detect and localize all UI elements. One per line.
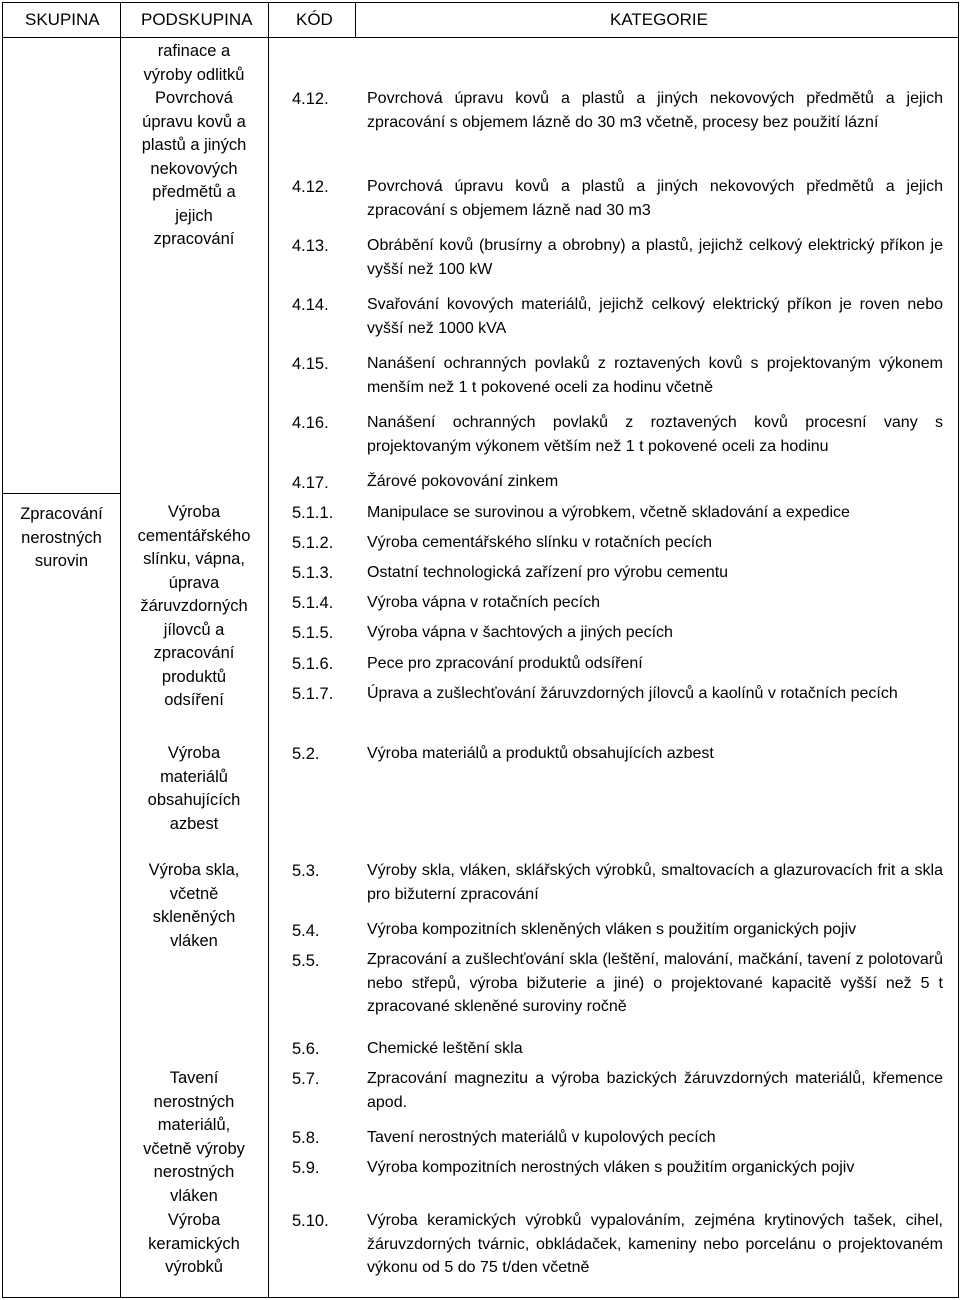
row-description: Výroba cementářského slínku v rotačních pecích xyxy=(367,534,713,551)
row-code: 5.1.4. xyxy=(292,594,334,612)
row-code: 5.1.3. xyxy=(292,564,334,582)
row-description: Výroba keramických výrobků vypalováním, zejména krytinových tašek, cihel, žáruvzdorných tvárnic, obkládaček, kameniny nebo porcelánu o projektovaném výkonu od 5 do 75 t/den včetně xyxy=(367,1212,943,1276)
row-description: Žárové pokovování zinkem xyxy=(367,473,559,490)
subgroup-label: Povrchová úpravu kovů a plastů a jiných nekovových předmětů a jejich zpracování xyxy=(141,89,247,248)
row-code: 4.17. xyxy=(292,474,329,492)
row-code: 5.2. xyxy=(292,745,320,763)
row-description: Nanášení ochranných povlaků z roztavených kovů procesní vany s projektovaným výkonem větším než 1 t pokovené oceli za hodinu xyxy=(367,414,943,455)
row-code: 4.16. xyxy=(292,414,329,432)
group-label: Zpracování nerostných surovin xyxy=(20,505,103,570)
row-code: 5.4. xyxy=(292,922,320,940)
row-description: Pece pro zpracování produktů odsíření xyxy=(367,655,643,672)
kod-column-border xyxy=(355,2,356,38)
row-code: 4.13. xyxy=(292,237,329,255)
row-description: Nanášení ochranných povlaků z roztavených kovů s projektovaným výkonem menším než 1 t pokovené oceli za hodinu včetně xyxy=(367,355,943,396)
row-description: Výroby skla, vláken, sklářských výrobků, smaltovacích a glazurovacích frit a skla pro bižuterní zpracování xyxy=(367,862,943,903)
row-description: Svařování kovových materiálů, jejichž celkový elektrický příkon je roven nebo vyšší než 1000 kVA xyxy=(367,296,943,337)
row-description: Výroba vápna v rotačních pecích xyxy=(367,594,601,611)
header-podskupina: PODSKUPINA xyxy=(141,10,253,29)
row-code: 5.9. xyxy=(292,1159,320,1177)
table-left-border xyxy=(2,2,3,1298)
row-code: 5.1.1. xyxy=(292,504,334,522)
row-description: Ostatní technologická zařízení pro výrobu cementu xyxy=(367,564,729,581)
row-description: Obrábění kovů (brusírny a obrobny) a plastů, jejichž celkový elektrický příkon je vyšší než 100 kW xyxy=(367,237,943,278)
header-kategorie: KATEGORIE xyxy=(610,10,708,29)
row-description: Tavení nerostných materiálů v kupolových pecích xyxy=(367,1129,716,1146)
row-code: 5.1.6. xyxy=(292,655,334,673)
row-code: 5.10. xyxy=(292,1212,329,1230)
row-description: Povrchová úpravu kovů a plastů a jiných nekovových předmětů a jejich zpracování s objemem lázně nad 30 m3 xyxy=(367,178,943,219)
header-kod: KÓD xyxy=(296,10,333,29)
skupina-column-border xyxy=(120,2,121,1298)
row-description: Chemické leštění skla xyxy=(367,1040,523,1057)
row-code: 5.3. xyxy=(292,862,320,880)
row-description: Zpracování a zušlechťování skla (leštění, malování, mačkání, tavení z polotovarů nebo střepů, výroba bižuterie a jiné) o projektované kapacitě vyšší než 5 t zpracované skleněné suroviny ročně xyxy=(367,951,943,1015)
row-description: Manipulace se surovinou a výrobkem, včetně skladování a expedice xyxy=(367,504,850,521)
row-description: Zpracování magnezitu a výroba bazických žáruvzdorných materiálů, křemence apod. xyxy=(367,1070,943,1111)
row-code: 4.12. xyxy=(292,178,329,196)
row-code: 4.15. xyxy=(292,355,329,373)
header-skupina: SKUPINA xyxy=(25,10,100,29)
subgroup-label: Výroba keramických výrobků xyxy=(148,1211,240,1276)
row-description: Výroba materiálů a produktů obsahujících azbest xyxy=(367,745,714,762)
row-description: Úprava a zušlechťování žáruvzdorných jílovců a kaolínů v rotačních pecích xyxy=(367,685,898,702)
group-divider xyxy=(2,493,120,494)
subgroup-label: Výroba cementářského slínku, vápna, úprava žáruvzdorných jílovců a zpracování produktů odsíření xyxy=(137,503,251,709)
row-description: Výroba vápna v šachtových a jiných pecích xyxy=(367,624,673,641)
row-code: 5.5. xyxy=(292,952,320,970)
table-bottom-border xyxy=(2,1297,959,1298)
row-description: Povrchová úpravu kovů a plastů a jiných nekovových předmětů a jejich zpracování s objemem lázně do 30 m3 včetně, procesy bez použití lázní xyxy=(367,90,943,131)
subgroup-label: Výroba skla, včetně skleněných vláken xyxy=(148,861,240,950)
subgroup-label: Výroba materiálů obsahujících azbest xyxy=(147,744,241,833)
table-right-border xyxy=(958,2,959,1298)
podskupina-column-border xyxy=(268,2,269,1298)
row-code: 5.6. xyxy=(292,1040,320,1058)
row-description: Výroba kompozitních nerostných vláken s použitím organických pojiv xyxy=(367,1159,855,1176)
row-code: 4.14. xyxy=(292,296,329,314)
subgroup-label: rafinace a výroby odlitků xyxy=(143,42,245,84)
header-bottom-border xyxy=(2,37,959,38)
subgroup-label: Tavení nerostných materiálů, včetně výroby nerostných vláken xyxy=(143,1069,245,1205)
row-code: 5.8. xyxy=(292,1129,320,1147)
row-code: 5.1.5. xyxy=(292,624,334,642)
row-description: Výroba kompozitních skleněných vláken s použitím organických pojiv xyxy=(367,921,857,938)
row-code: 5.1.2. xyxy=(292,534,334,552)
row-code: 5.1.7. xyxy=(292,685,334,703)
row-code: 5.7. xyxy=(292,1070,320,1088)
row-code: 4.12. xyxy=(292,90,329,108)
table-top-border xyxy=(2,2,959,3)
